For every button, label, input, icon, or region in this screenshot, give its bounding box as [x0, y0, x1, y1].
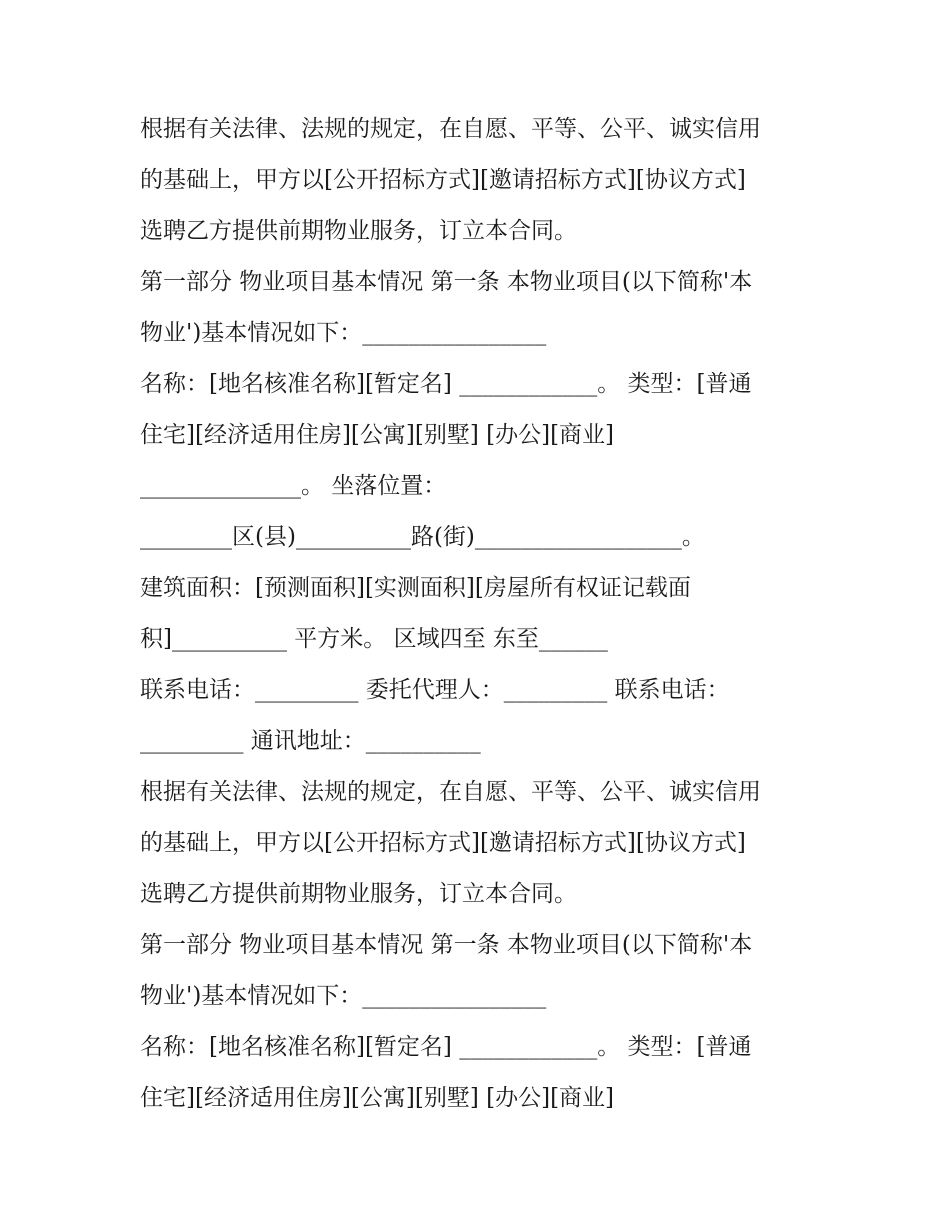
- text-line: 根据有关法律、法规的规定，在自愿、平等、公平、诚实信用: [140, 779, 761, 805]
- text-line: ______________。 坐落位置：: [140, 473, 447, 499]
- text-line: 住宅][经济适用住房][公寓][别墅] [办公][商业]: [140, 422, 615, 448]
- text-line: 根据有关法律、法规的规定，在自愿、平等、公平、诚实信用: [140, 116, 761, 142]
- text-line: 联系电话：_________ 委托代理人：_________ 联系电话：: [140, 677, 730, 703]
- text-line: 建筑面积：[预测面积][实测面积][房屋所有权证记载面: [140, 575, 691, 601]
- text-line: 住宅][经济适用住房][公寓][别墅] [办公][商业]: [140, 1085, 615, 1111]
- contract-body-text: [140, 104, 830, 1124]
- text-line: 第一部分 物业项目基本情况 第一条 本物业项目(以下简称'本: [140, 932, 753, 958]
- text-line: ________区(县)__________路(街)__________________。: [140, 524, 705, 550]
- text-line: 的基础上，甲方以[公开招标方式][邀请招标方式][协议方式]: [140, 830, 746, 856]
- text-line: 的基础上，甲方以[公开招标方式][邀请招标方式][协议方式]: [140, 167, 746, 193]
- text-line: 选聘乙方提供前期物业服务，订立本合同。: [140, 218, 577, 244]
- text-line: 物业')基本情况如下：________________: [140, 983, 547, 1009]
- text-line: 物业')基本情况如下：________________: [140, 320, 547, 346]
- text-line: 选聘乙方提供前期物业服务，订立本合同。: [140, 881, 577, 907]
- text-line: 第一部分 物业项目基本情况 第一条 本物业项目(以下简称'本: [140, 269, 753, 295]
- text-line: _________ 通讯地址：__________: [140, 728, 481, 754]
- text-line: 积]__________ 平方米。 区域四至 东至______: [140, 626, 608, 652]
- text-line: 名称：[地名核准名称][暂定名] ____________。 类型：[普通: [140, 1034, 752, 1060]
- text-line: 名称：[地名核准名称][暂定名] ____________。 类型：[普通: [140, 371, 752, 397]
